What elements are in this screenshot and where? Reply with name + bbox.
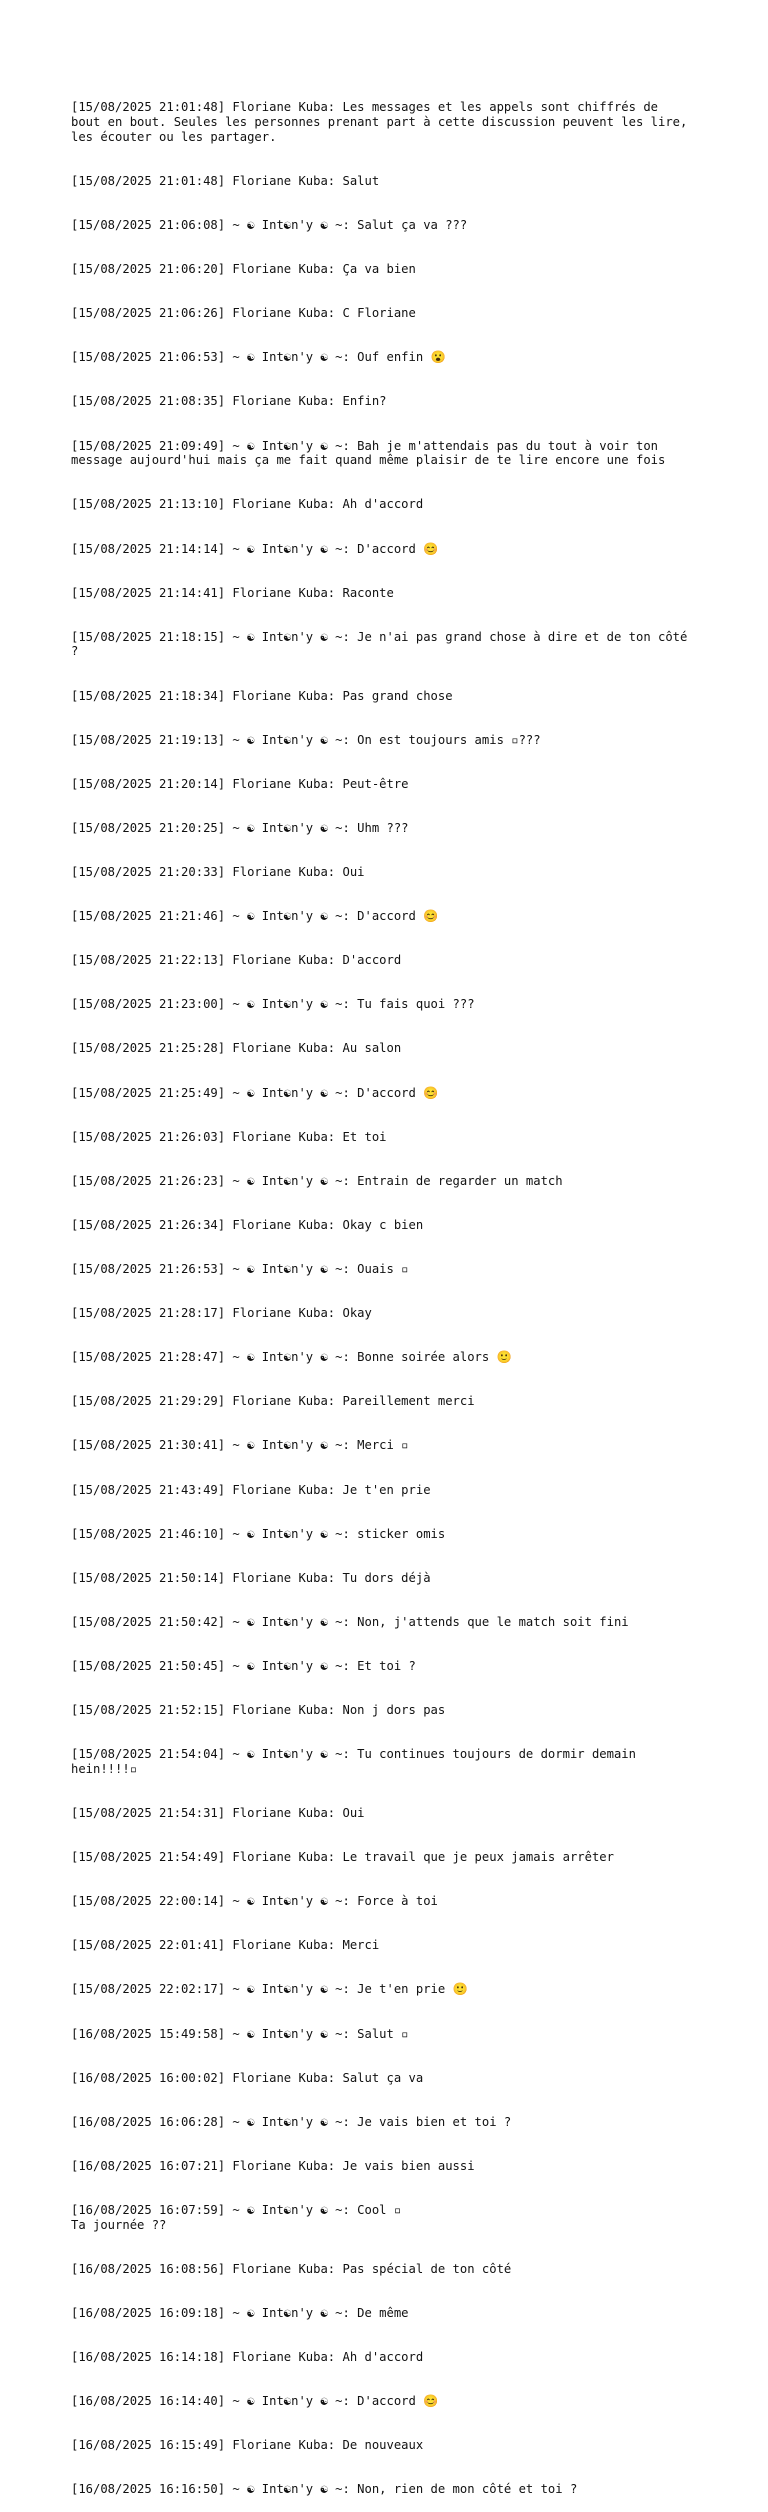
message-line: [15/08/2025 21:20:33] Floriane Kuba: Oui (71, 864, 365, 879)
message-line: [15/08/2025 21:08:35] Floriane Kuba: Enfin? (71, 394, 387, 409)
message-line: [15/08/2025 21:06:26] Floriane Kuba: C Floriane (71, 306, 416, 321)
message-line: [16/08/2025 15:49:58] ~ ☯ Int☯n'y ☯ ~: Salut ▫ (71, 2026, 409, 2041)
message-line: [15/08/2025 21:14:14] ~ ☯ Int☯n'y ☯ ~: D'accord 😊 (71, 541, 439, 556)
message-line: [15/08/2025 22:00:14] ~ ☯ Int☯n'y ☯ ~: Force à toi (71, 1894, 438, 1909)
message-line: [15/08/2025 21:20:14] Floriane Kuba: Peut-être (71, 776, 409, 791)
message-line: [16/08/2025 16:06:28] ~ ☯ Int☯n'y ☯ ~: Je vais bien et toi ? (71, 2114, 512, 2129)
message-line: [15/08/2025 22:02:17] ~ ☯ Int☯n'y ☯ ~: Je t'en prie 🙂 (71, 1982, 468, 1997)
message-line: [15/08/2025 21:20:25] ~ ☯ Int☯n'y ☯ ~: Uhm ??? (71, 820, 409, 835)
message-line: [15/08/2025 21:14:41] Floriane Kuba: Raconte (71, 585, 394, 600)
message-line: [16/08/2025 16:08:56] Floriane Kuba: Pas spécial de ton côté (71, 2261, 512, 2276)
message-line: [15/08/2025 21:06:20] Floriane Kuba: Ça va bien (71, 262, 416, 277)
message-line: [15/08/2025 21:54:04] ~ ☯ Int☯n'y ☯ ~: Tu continues toujours de dormir demain hein!!!!▫ (71, 1747, 644, 1776)
message-line: [15/08/2025 21:09:49] ~ ☯ Int☯n'y ☯ ~: Bah je m'attendais pas du tout à voir ton message aujourd'hui mais ça me fait quand même plaisir de te lire encore une fois (71, 438, 666, 468)
message-line: [15/08/2025 21:26:53] ~ ☯ Int☯n'y ☯ ~: Ouais ▫ (71, 1261, 409, 1276)
message-line: [16/08/2025 16:07:21] Floriane Kuba: Je vais bien aussi (71, 2158, 475, 2173)
chat-transcript (71, 71, 695, 2512)
message-line: [15/08/2025 21:25:28] Floriane Kuba: Au salon (71, 1041, 402, 1056)
message-line: [16/08/2025 16:14:40] ~ ☯ Int☯n'y ☯ ~: D'accord 😊 (71, 2394, 439, 2409)
message-line: [15/08/2025 21:25:49] ~ ☯ Int☯n'y ☯ ~: D'accord 😊 (71, 1085, 439, 1100)
message-line: [15/08/2025 21:28:47] ~ ☯ Int☯n'y ☯ ~: Bonne soirée alors 🙂 (71, 1350, 512, 1365)
message-line: [15/08/2025 21:01:48] Floriane Kuba: Les messages et les appels sont chiffrés de bout en bout. Seules les personnes prenant part à cette discussion peuvent les lire, les écouter ou les partager. (71, 100, 695, 144)
message-line: [15/08/2025 21:06:53] ~ ☯ Int☯n'y ☯ ~: Ouf enfin 😮 (71, 350, 446, 365)
message-line: [15/08/2025 21:23:00] ~ ☯ Int☯n'y ☯ ~: Tu fais quoi ??? (71, 997, 475, 1012)
message-line: [15/08/2025 21:30:41] ~ ☯ Int☯n'y ☯ ~: Merci ▫ (71, 1438, 409, 1453)
message-line: [15/08/2025 21:26:34] Floriane Kuba: Okay c bien (71, 1217, 424, 1232)
message-line: [15/08/2025 21:21:46] ~ ☯ Int☯n'y ☯ ~: D'accord 😊 (71, 909, 439, 924)
message-line: [15/08/2025 21:22:13] Floriane Kuba: D'accord (71, 953, 402, 968)
message-line: [16/08/2025 16:09:18] ~ ☯ Int☯n'y ☯ ~: De même (71, 2305, 409, 2320)
message-line: [15/08/2025 21:26:23] ~ ☯ Int☯n'y ☯ ~: Entrain de regarder un match (71, 1173, 563, 1188)
message-line: [15/08/2025 21:13:10] Floriane Kuba: Ah d'accord (71, 497, 424, 512)
message-line: [15/08/2025 21:28:17] Floriane Kuba: Okay (71, 1306, 372, 1321)
message-line: [15/08/2025 21:50:42] ~ ☯ Int☯n'y ☯ ~: Non, j'attends que le match soit fini (71, 1614, 629, 1629)
message-line: [15/08/2025 21:54:31] Floriane Kuba: Oui (71, 1805, 365, 1820)
message-line: [15/08/2025 21:29:29] Floriane Kuba: Pareillement merci (71, 1394, 475, 1409)
message-line: [15/08/2025 21:06:08] ~ ☯ Int☯n'y ☯ ~: Salut ça va ??? (71, 218, 468, 233)
message-line: [16/08/2025 16:15:49] Floriane Kuba: De nouveaux (71, 2438, 424, 2453)
message-line: [15/08/2025 21:01:48] Floriane Kuba: Salut (71, 173, 380, 188)
message-line: [15/08/2025 21:50:14] Floriane Kuba: Tu dors déjà (71, 1570, 431, 1585)
message-line: [16/08/2025 16:16:50] ~ ☯ Int☯n'y ☯ ~: Non, rien de mon côté et toi ? (71, 2482, 578, 2497)
message-line: [15/08/2025 21:43:49] Floriane Kuba: Je t'en prie (71, 1482, 431, 1497)
message-line: [15/08/2025 21:19:13] ~ ☯ Int☯n'y ☯ ~: On est toujours amis ▫??? (71, 732, 541, 747)
message-line: [15/08/2025 21:50:45] ~ ☯ Int☯n'y ☯ ~: Et toi ? (71, 1658, 416, 1673)
message-line: [15/08/2025 21:46:10] ~ ☯ Int☯n'y ☯ ~: sticker omis (71, 1526, 446, 1541)
message-line: [15/08/2025 21:54:49] Floriane Kuba: Le travail que je peux jamais arrêter (71, 1850, 614, 1865)
message-line: [16/08/2025 16:14:18] Floriane Kuba: Ah d'accord (71, 2349, 424, 2364)
message-line: [15/08/2025 21:18:15] ~ ☯ Int☯n'y ☯ ~: Je n'ai pas grand chose à dire et de ton côté ? (71, 629, 695, 659)
message-line: [15/08/2025 21:52:15] Floriane Kuba: Non j dors pas (71, 1703, 446, 1718)
message-line: [16/08/2025 16:07:59] ~ ☯ Int☯n'y ☯ ~: Cool ▫ Ta journée ?? (71, 2202, 402, 2232)
message-line: [15/08/2025 21:26:03] Floriane Kuba: Et toi (71, 1129, 387, 1144)
message-line: [16/08/2025 16:00:02] Floriane Kuba: Salut ça va (71, 2070, 424, 2085)
message-line: [15/08/2025 21:18:34] Floriane Kuba: Pas grand chose (71, 688, 453, 703)
message-line: [15/08/2025 22:01:41] Floriane Kuba: Merci (71, 1938, 380, 1953)
